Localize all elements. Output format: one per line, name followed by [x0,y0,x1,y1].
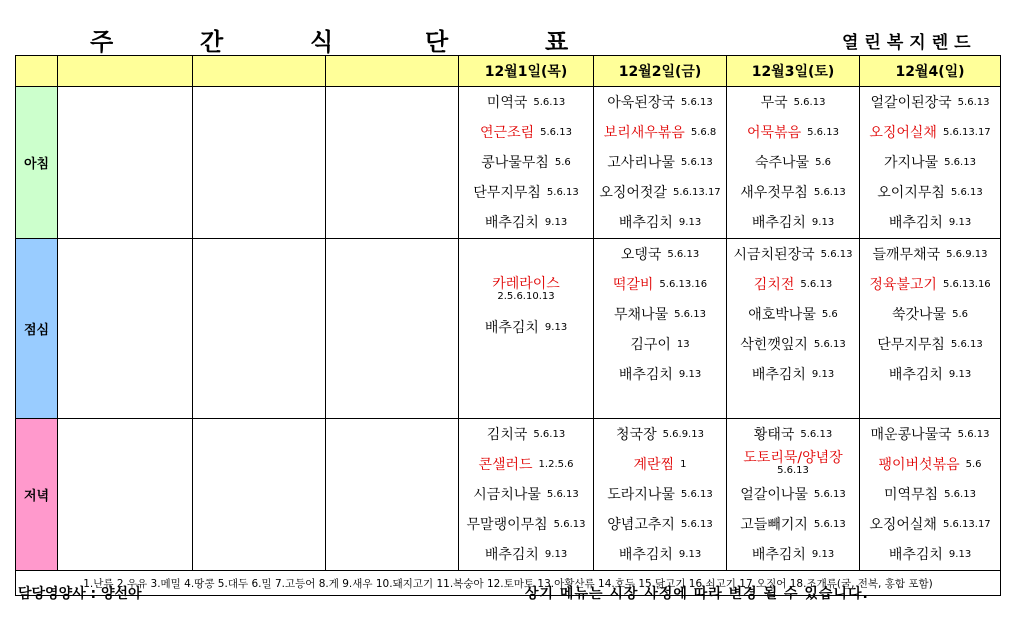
allergy-codes: 9.13 [811,216,835,228]
empty-cell [58,87,193,239]
meal-label-breakfast: 아침 [16,87,58,239]
dish-name: 김구이 [630,337,671,353]
date-header: 12월2일(금) [594,56,727,87]
allergy-codes: 5.6.13 [950,186,983,198]
allergy-codes: 9.13 [544,216,568,228]
allergy-codes: 5.6.13 [807,126,839,138]
dish-item [594,329,726,359]
dish-name: 시금치나물 [473,487,541,503]
dish-item [860,329,1000,359]
dish-item [727,299,859,329]
dish-item [727,177,859,207]
allergy-codes: 5.6.13 [680,488,713,500]
dish-name: 고들빼기지 [740,517,808,533]
menu-cell [727,419,860,571]
allergy-codes: 5.6 [965,458,982,470]
dish-name: 계란찜 [633,457,675,473]
dish-item [594,269,726,299]
header-row [16,56,1001,87]
dish-name: 정육불고기 [869,277,937,293]
dish-name: 단무지무침 [877,337,945,353]
dish-item [459,147,593,177]
allergy-codes: 5.6.13 [533,96,566,108]
menu-cell [459,419,594,571]
allergy-codes: 5.6.13 [957,96,990,108]
dish-item [594,449,726,479]
allergy-codes: 5.6.13 [944,156,976,168]
header-cell [58,56,193,87]
dish-name: 김치국 [486,427,528,443]
dish-item [594,419,726,449]
menu-cell [594,87,727,239]
dish-item [860,509,1000,539]
allergy-codes: 9.13 [678,548,702,560]
dish-name: 배추김치 [888,367,943,383]
dish-item [459,267,593,312]
allergy-codes: 5.6.13 [680,96,713,108]
dish-item [459,449,593,479]
dish-name: 배추김치 [618,547,673,563]
dish-item [727,509,859,539]
dish-name: 오이지무침 [877,185,945,201]
meal-label-lunch: 점심 [16,239,58,419]
dish-name: 배추김치 [484,547,539,563]
dish-item [727,359,859,389]
title-char: 간 [200,28,224,56]
allergy-codes: 9.13 [948,216,972,228]
allergy-codes: 9.13 [544,321,568,333]
dish-name: 오뎅국 [620,247,662,263]
menu-cell [860,419,1001,571]
dish-name: 들깨무채국 [872,247,941,263]
dish-item [727,269,859,299]
dish-name: 연근조림 [480,125,535,141]
header-cell [193,56,326,87]
date-header: 12월1일(목) [459,56,594,87]
dish-item [727,449,859,479]
allergy-codes: 5.6.13 [546,488,579,500]
allergy-codes: 2.5.6.10.13 [497,290,555,302]
dish-name: 무말랭이무침 [466,517,548,533]
dish-item [860,419,1000,449]
dish-item [459,117,593,147]
allergy-codes: 5.6.13.17 [672,186,721,198]
dish-item [860,539,1000,569]
menu-cell [459,87,594,239]
allergy-codes: 5.6.13 [957,428,990,440]
dish-item [727,329,859,359]
dish-item [594,239,726,269]
allergy-codes: 5.6.9.13 [946,248,988,260]
dish-name: 배추김치 [618,215,673,231]
menu-cell [727,239,860,419]
dish-item [860,359,1000,389]
allergy-codes: 5.6.9.13 [662,428,704,440]
dish-name: 떡갈비 [612,277,654,293]
menu-cell [860,239,1001,419]
dish-item [594,479,726,509]
dish-name: 도라지나물 [607,487,675,503]
dish-name: 배추김치 [751,547,806,563]
menu-cell [594,239,727,419]
allergy-codes: 5.6 [952,308,968,320]
empty-cell [58,419,193,571]
lunch-row [16,239,1001,419]
dish-item [860,177,1000,207]
dish-name: 배추김치 [751,367,806,383]
dish-item [459,87,593,117]
dish-item [594,359,726,389]
dish-name: 애호박나물 [748,307,816,323]
dish-item [860,207,1000,237]
dish-item [860,479,1000,509]
dish-item [459,509,593,539]
allergy-codes: 5.6.13 [820,248,853,260]
dish-item [459,419,593,449]
dish-name: 삭힌깻잎지 [740,337,808,353]
dish-name: 무채나물 [614,307,669,323]
empty-cell [193,87,326,239]
dish-name: 얼갈이나물 [740,487,808,503]
allergy-codes: 5.6.13 [680,156,713,168]
date-header: 12월3일(토) [727,56,860,87]
dish-name: 매운콩나물국 [870,427,952,443]
dish-item [459,312,593,342]
dish-item [727,117,859,147]
dish-name: 배추김치 [484,215,539,231]
allergy-codes: 5.6.13 [777,465,809,477]
dish-item [594,509,726,539]
allergy-codes: 9.13 [811,368,835,380]
breakfast-row [16,87,1001,239]
title-char: 주 [90,28,114,56]
dish-name: 숙주나물 [754,155,810,171]
dish-item [459,207,593,237]
dietitian-label: 담당영양사 : 양선아 [18,586,142,602]
menu-cell [594,419,727,571]
dish-name: 카레라이스 [492,275,560,292]
allergy-codes: 5.6.13 [944,488,976,500]
empty-cell [58,239,193,419]
allergy-codes: 5.6 [554,156,571,168]
allergy-codes: 5.6.13 [800,428,833,440]
weekly-menu-table [15,55,1001,596]
allergy-codes: 5.6.13.17 [942,518,991,530]
header-cell [326,56,459,87]
allergy-codes: 9.13 [678,216,702,228]
dish-item [459,539,593,569]
meal-label-dinner: 저녁 [16,419,58,571]
dish-name: 보리새우볶음 [603,125,685,141]
dish-name: 김치전 [753,277,795,293]
dish-item [594,117,726,147]
title-char: 단 [425,28,449,56]
dish-item [594,147,726,177]
dish-name: 팽이버섯볶음 [878,457,960,473]
allergy-codes: 9.13 [811,548,835,560]
dish-name: 배추김치 [888,547,943,563]
dish-name: 단무지무침 [473,185,541,201]
allergy-codes: 9.13 [948,368,972,380]
dish-name: 무국 [760,95,788,111]
organization-name: 열린복지렌드 [842,33,977,53]
allergy-codes: 5.6.13 [800,278,833,290]
allergy-codes: 5.6.13 [540,126,572,138]
dish-name: 얼갈이된장국 [870,95,952,111]
allergy-codes: 9.13 [678,368,702,380]
dish-item [594,539,726,569]
allergy-codes: 5.6 [815,156,831,168]
allergy-codes: 1.2.5.6 [538,458,574,470]
dish-item [727,239,859,269]
allergy-codes: 5.6.13 [546,186,579,198]
empty-cell [326,87,459,239]
dinner-row [16,419,1001,571]
allergy-codes: 5.6.13 [553,518,586,530]
dish-item [594,299,726,329]
dish-name: 쑥갓나물 [891,307,947,323]
dish-item [860,239,1000,269]
dish-item [727,147,859,177]
dish-item [860,147,1000,177]
dish-item [459,177,593,207]
dish-name: 아욱된장국 [607,95,675,111]
allergy-codes: 5.6.8 [690,126,717,138]
dish-item [727,207,859,237]
dish-item [594,207,726,237]
dish-name: 배추김치 [751,215,806,231]
allergy-legend: 1.난류 2.우유 3.메밀 4.땅콩 5.대두 6.밀 7.고등어 8.게 9.새우 10.돼지고기 11.복숭아 12.토마토 13.아황산류 14.호두 15.닭고기 16.쇠고기 17.오징어 18.조개류(굴, 전복, 홍합 포함) [16,571,1001,596]
date-header: 12월4(일) [860,56,1001,87]
dish-name: 새우젓무침 [740,185,808,201]
allergy-codes: 5.6.13 [533,428,566,440]
menu-cell [727,87,860,239]
dish-name: 콘샐러드 [478,457,533,473]
empty-cell [193,239,326,419]
dish-name: 콩나물무침 [481,155,549,171]
dish-item [860,269,1000,299]
allergy-codes: 5.6.13 [813,338,846,350]
header-cell [16,56,58,87]
dish-item [860,117,1000,147]
dish-item [459,479,593,509]
dish-name: 배추김치 [484,320,539,336]
dish-name: 미역국 [486,95,528,111]
allergy-codes: 5.6.13 [667,248,700,260]
dish-item [727,539,859,569]
page-title [0,22,600,56]
allergy-codes: 5.6.13 [674,308,706,320]
dish-item [860,449,1000,479]
dish-name: 도토리묵/양념장 [743,450,843,467]
allergy-codes: 5.6.13.16 [659,278,708,290]
dish-name: 가지나물 [884,155,939,171]
dish-item [594,177,726,207]
empty-cell [193,419,326,571]
dish-name: 고사리나물 [607,155,675,171]
dish-name: 양념고추지 [607,517,675,533]
empty-cell [326,419,459,571]
notice-text: 상기 메뉴는 시장 사정에 따라 변경 될 수 있습니다. [525,586,869,602]
allergy-codes: 13 [676,338,690,350]
dish-name: 오징어실채 [869,125,937,141]
menu-cell [459,239,594,419]
allergy-codes: 5.6.13 [813,186,846,198]
dish-name: 어묵볶음 [747,125,802,141]
menu-cell [860,87,1001,239]
title-char: 표 [545,28,569,56]
dish-name: 청국장 [616,427,657,443]
dish-item [727,419,859,449]
allergy-codes: 5.6.13.16 [942,278,991,290]
dish-name: 오징어실채 [869,517,937,533]
empty-cell [326,239,459,419]
dish-item [860,87,1000,117]
dish-name: 시금치된장국 [733,247,815,263]
allergy-codes: 5.6.13 [793,96,826,108]
allergy-codes: 1 [680,458,687,470]
dish-item [860,299,1000,329]
allergy-codes: 5.6.13.17 [942,126,991,138]
dish-name: 배추김치 [618,367,673,383]
allergy-codes: 5.6.13 [950,338,983,350]
allergy-codes: 9.13 [544,548,568,560]
allergy-codes: 5.6.13 [813,488,846,500]
allergy-codes: 5.6 [821,308,838,320]
dish-item [727,479,859,509]
title-char: 식 [310,28,334,56]
dish-name: 배추김치 [888,215,943,231]
dish-item [594,87,726,117]
allergy-codes: 9.13 [948,548,972,560]
dish-name: 황태국 [753,427,795,443]
allergy-codes: 5.6.13 [680,518,713,530]
dish-name: 미역무침 [884,487,939,503]
allergy-codes: 5.6.13 [813,518,846,530]
dish-name: 오징어젓갈 [599,185,667,201]
dish-item [727,87,859,117]
